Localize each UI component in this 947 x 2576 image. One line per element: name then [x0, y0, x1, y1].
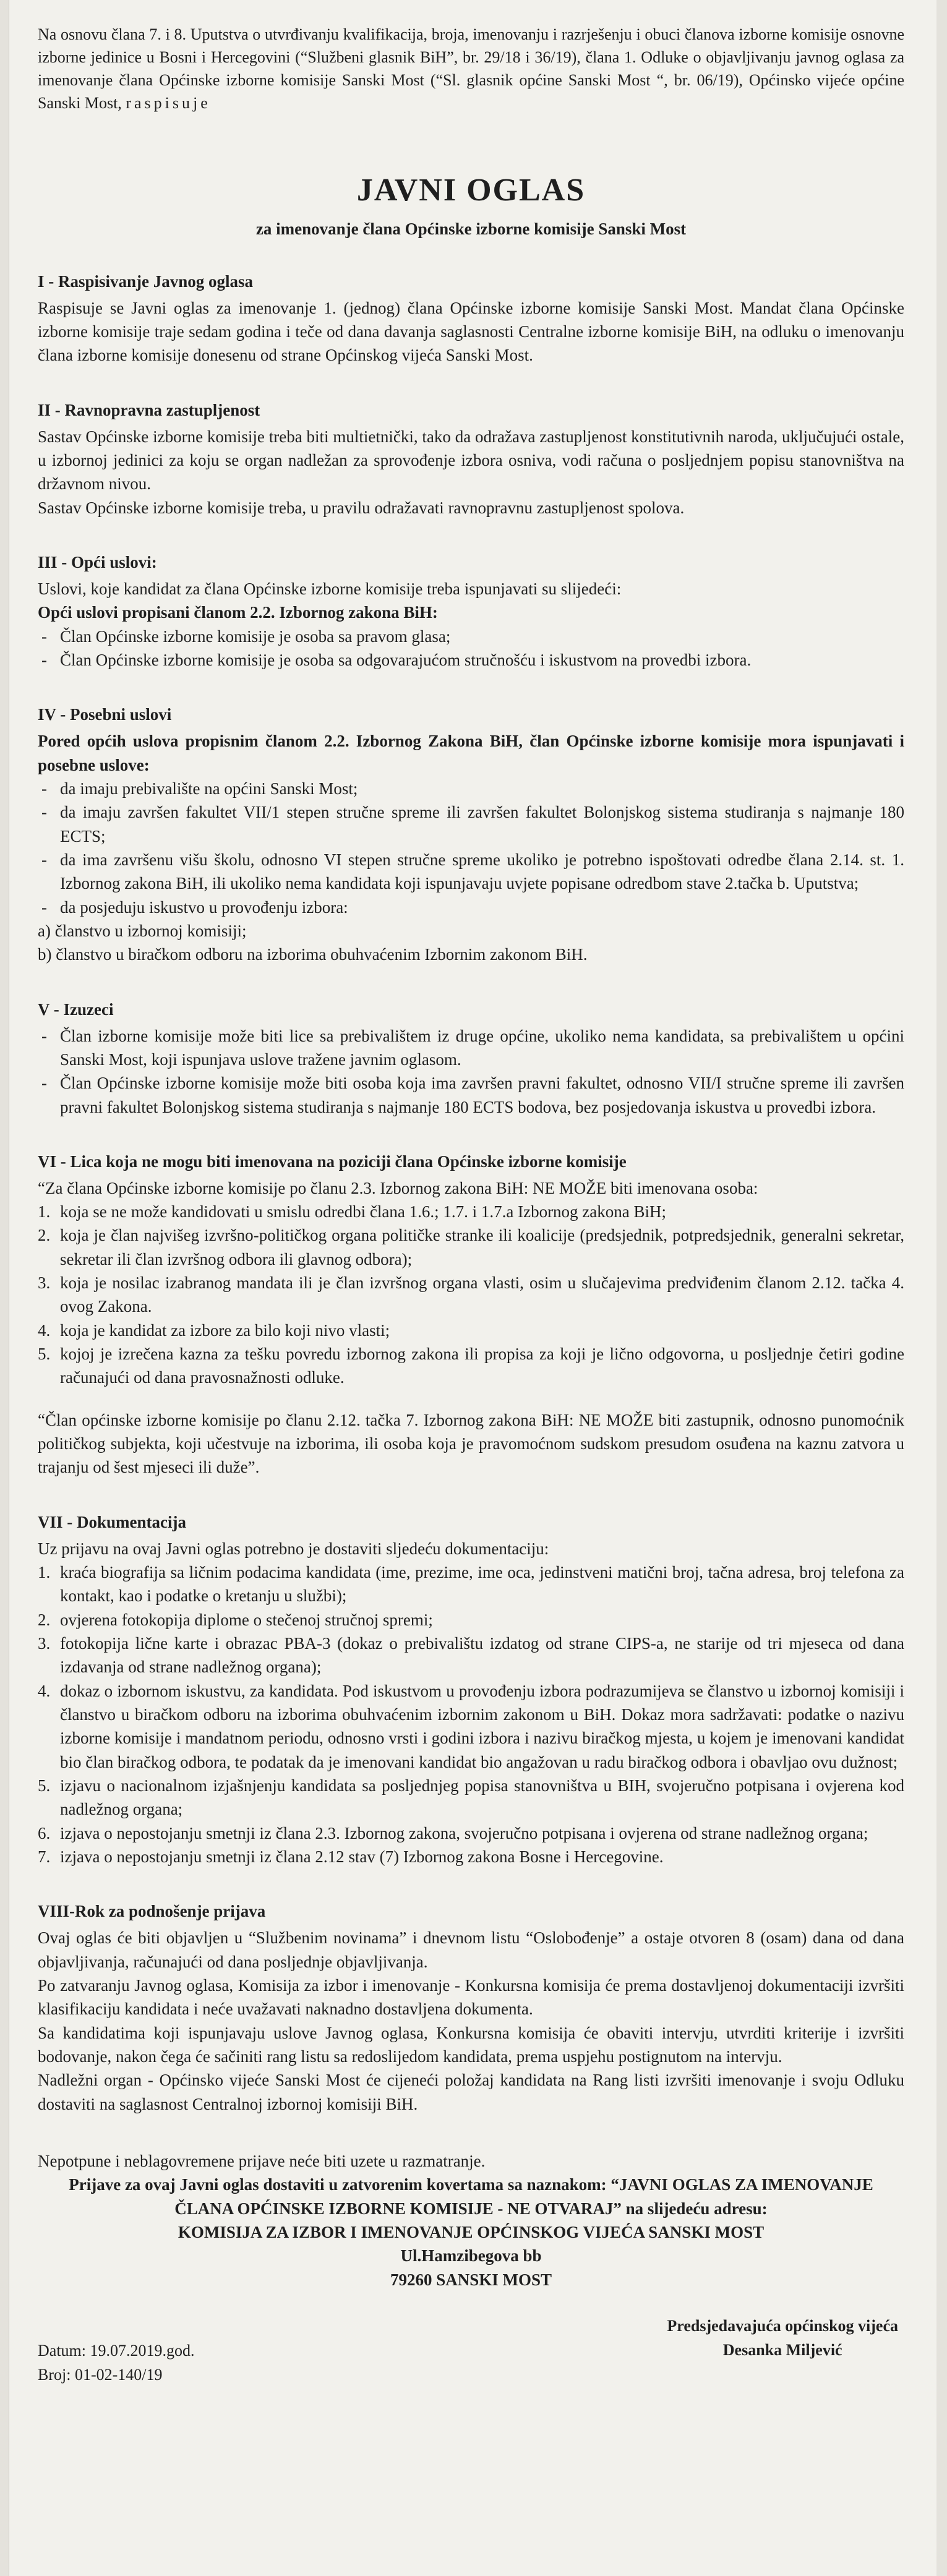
section-1 [38, 272, 904, 367]
section-4 [38, 705, 904, 966]
section-8-paragraph: Ovaj oglas će biti objavljen u “Službenim novinama” i dnevnom listu “Oslobođenje” a ostaje otvoren 8 (osam) dana od dana objavljivanja, računajući od dana posljednje objavljivanja. [38, 1928, 904, 1971]
address-street: Ul.Hamzibegova bb [400, 2246, 542, 2266]
section-6-intro: “Za člana Općinske izborne komisije po članu 2.3. Izbornog zakona BiH: NE MOŽE biti imenovana osoba: [38, 1178, 758, 1197]
list-item: a) članstvo u izbornoj komisiji; [38, 921, 247, 940]
signature-block [667, 2314, 898, 2362]
section-7-intro: Uz prijavu na ovaj Javni oglas potrebno je dostaviti sljedeću dokumentaciju: [38, 1539, 549, 1558]
list-item: 5. kojoj je izrečena kazna za tešku povredu izbornog zakona ili propisa za koji je lično odgovorna, u posljednje četiri godine računajući od dana pravosnažnosti odluke. [38, 1345, 904, 1387]
document-number: Broj: 01-02-140/19 [38, 2365, 163, 2384]
section-7-heading: VII - Dokumentacija [38, 1512, 186, 1531]
preamble-verb: raspisuje [126, 93, 211, 112]
section-2 [38, 401, 904, 520]
closing-note: Nepotpune i neblagovremene prijave neće biti uzete u razmatranje. [38, 2151, 486, 2170]
section-2-paragraph: Sastav Općinske izborne komisije treba, u pravilu odražavati ravnopravnu zastupljenost spolova. [38, 498, 685, 517]
signatory-name: Desanka Miljević [722, 2340, 842, 2359]
list-item: - Član izborne komisije može biti lice sa prebivalištem iz druge općine, ukoliko nema kandidata, sa prebivalištem u općini Sanski Most, koji ispunjava uslove tražene javnim oglasom. [38, 1024, 904, 1072]
list-item: 7. izjava o nepostojanju smetnji iz člana 2.12 stav (7) Izbornog zakona Bosne i Hercegovine. [38, 1847, 664, 1867]
page-title: JAVNI OGLAS [356, 172, 586, 208]
list-item: - da ima završenu višu školu, odnosno VI stepen stručne spreme ukoliko je potrebno ispoštovati odredbe člana 2.14. st. 1. Izbornog zakona BiH, ili ukoliko nema kandidata koji ispunjavaju uvjete popisane odredbom stave 2.tačka b. Uputstva; [38, 848, 904, 896]
closing-block [38, 2149, 904, 2291]
section-1-heading: I - Raspisivanje Javnog oglasa [38, 272, 254, 291]
section-8-paragraph: Po zatvaranju Javnog oglasa, Komisija za izbor i imenovanje - Konkursna komisija će prema dostavljenoj dokumentaciji izvršiti klasifikaciju kandidata i neće uvažavati naknadno dostavljena dokumenta. [38, 1976, 904, 2019]
list-item: - Član Općinske izborne komisije može biti osoba koja ima završen pravni fakultet, odnosno VII/I stručne spreme ili završen pravni fakultet Bolonjskog sistema studiranja s najmanje 180 ECTS bodova, bez posjedovanja iskustva u provedbi izbora. [38, 1071, 904, 1119]
list-item: - Član Općinske izborne komisije je osoba sa odgovarajućom stručnošću i iskustvom na provedbi izbora. [38, 648, 904, 672]
list-item: 3. koja je nosilac izabranog mandata ili je član izvršnog organa vlasti, osim u slučajevima predviđenim članom 2.12. tačka 4. ovog Zakona. [38, 1273, 904, 1316]
list-item: - da posjeduju iskustvo u provođenju izbora: [38, 896, 904, 919]
section-8-heading: VIII-Rok za podnošenje prijava [38, 1902, 266, 1921]
section-7 [38, 1513, 904, 1869]
section-8-paragraph: Nadležni organ - Općinsko vijeće Sanski Most će cijeneći položaj kandidata na Rang listi izvršiti imenovanje i svoju Odluku dostaviti na saglasnost Centralnoj izbornoj komisiji BiH. [38, 2071, 904, 2113]
list-item: - Član Općinske izborne komisije je osoba sa pravom glasa; [38, 625, 904, 648]
list-item: 5. izjavu o nacionalnom izjašnjenju kandidata sa posljednjeg popisa stanovništva u BIH, svojeručno potpisana i ovjerena kod nadležnog organa; [38, 1776, 904, 1819]
closing-instructions: Prijave za ovaj Javni oglas dostaviti u zatvorenim kovertama sa naznakom: “JAVNI OGLAS ZA IMENOVANJE ČLANA OPĆINSKE IZBORNE KOMISIJE - NE OTVARAJ” na slijedeću adresu: [69, 2175, 873, 2218]
list-item: b) članstvo u biračkom odboru na izborima obuhvaćenim Izbornim zakonom BiH. [38, 945, 588, 964]
list-item: 3. fotokopija lične karte i obrazac PBA-3 (dokaz o prebivalištu izdatog od strane CIPS-a, ne starije od tri mjeseca od dana izdavanja od strane nadležnog organa); [38, 1634, 904, 1677]
footer [38, 2314, 904, 2407]
section-1-text: Raspisuje se Javni oglas za imenovanje 1. (jednog) člana Općinske izborne komisije Sanski Most. Mandat člana Općinske izborne komisije traje sedam godina i teče od dana davanja saglasnosti Centralne izborne komisije BiH, na odluku o imenovanju člana izborne komisije donesenu od strane Općinskog vijeća Sanski Most. [38, 298, 904, 365]
preamble-text: Na osnovu člana 7. i 8. Uputstva o utvrđivanju kvalifikacija, broja, imenovanju i razrješenju i obuci članova izborne komisije osnovne izborne jedinice u Bosni i Hercegovini (“Službeni glasnik BiH”, br. 29/18 i 36/19), člana 1. Odluke o objavljivanju javnog oglasa za imenovanje člana Općinske izborne komisije Sanski Most (“Sl. glasnik općine Sanski Most “, br. 06/19), Općinsko vijeće općine Sanski Most, [38, 25, 904, 112]
preamble [38, 24, 904, 115]
section-3 [38, 553, 904, 672]
commission-name: KOMISIJA ZA IZBOR I IMENOVANJE OPĆINSKOG VIJEĆA SANSKI MOST [178, 2222, 765, 2241]
section-3-heading: III - Opći uslovi: [38, 552, 157, 571]
section-3-subheading: Opći uslovi propisani članom 2.2. Izbornog zakona BiH: [38, 603, 438, 622]
signatory-title: Predsjedavajuća općinskog vijeća [667, 2316, 898, 2335]
list-item: 6. izjava o nepostojanju smetnji iz člana 2.3. Izbornog zakona, svojeručno potpisana i ovjerena od strane nadležnog organa; [38, 1823, 868, 1842]
list-item: 2. ovjerena fotokopija diplome o stečenoj stručnoj spremi; [38, 1610, 433, 1629]
section-8 [38, 1902, 904, 2116]
section-5-heading: V - Izuzeci [38, 999, 114, 1019]
address-city: 79260 SANSKI MOST [390, 2270, 552, 2289]
list-item: 2. koja je član najvišeg izvršno-političkog organa političke stranke ili koalicije (predsjednik, potpredsjednik, generalni sekretar, sekretar ili član izvršnog odbora ili glavnog odbora); [38, 1226, 904, 1269]
list-item: 4. dokaz o izbornom iskustvu, za kandidata. Pod iskustvom u provođenju izbora podrazumijeva se članstvo u izbornoj komisiji i članstvo u biračkom odboru na izborima obuhvaćenim izbornim zakonom u BiH. Dokaz mora sadržavati: podatke o nazivu izborne komisije i mandatnom periodu, odnosno vrsti i godini izbora i nazivu biračkog mjesta, u kojem je imenovani kandidat bio član biračkog odbora, te podatak da je imenovani kandidat bio angažovan u radu biračkog odbora i obavljao ovu dužnost; [38, 1681, 904, 1771]
section-2-paragraph: Sastav Općinske izborne komisije treba biti multietnički, tako da odražava zastupljenost konstitutivnih naroda, uključujući ostale, u izbornoj jedinici za koju se organ nadležan za sprovođenje izbora osniva, vodi računa o posljednjem popisu stanovništva na državnom nivou. [38, 427, 904, 494]
section-3-intro: Uslovi, koje kandidat za člana Općinske izborne komisije treba ispunjavati su slijedeći: [38, 579, 622, 598]
section-6 [38, 1152, 904, 1479]
list-item: 1. kraća biografija sa ličnim podacima kandidata (ime, prezime, ime oca, jedinstveni matični broj, tačna adresa, broj telefona za kontakt, kao i podatke o kretanju u službi); [38, 1563, 904, 1606]
document-date: Datum: 19.07.2019.god. [38, 2341, 195, 2360]
page-subtitle: za imenovanje člana Općinske izborne komisije Sanski Most [255, 219, 687, 238]
section-8-paragraph: Sa kandidatima koji ispunjavaju uslove Javnog oglasa, Konkursna komisija će obaviti intervju, utvrditi kriterije i izvršiti bodovanje, nakon čega će sačiniti rang listu sa redoslijedom kandidata, prema uspjehu postignutom na intervju. [38, 2023, 904, 2066]
list-item: 1. koja se ne može kandidovati u smislu odredbi člana 1.6.; 1.7. i 1.7.a Izbornog zakona BiH; [38, 1202, 667, 1222]
list-item: - da imaju završen fakultet VII/1 stepen stručne spreme ili završen fakultet Bolonjskog sistema studiranja s najmanje 180 ECTS; [38, 800, 904, 848]
section-6-heading: VI - Lica koja ne mogu biti imenovana na poziciji člana Općinske izborne komisije [38, 1152, 627, 1171]
document-meta [38, 2339, 195, 2387]
section-6-quote: “Član općinske izborne komisije po članu 2.12. tačka 7. Izbornog zakona BiH: NE MOŽE biti zastupnik, odnosno punomoćnik političkog subjekta, koji učestvuje na izborima, ili osoba koja je pravomoćnom sudskom presudom osuđena na kaznu zatvora u trajanju od šest mjeseci ili duže”. [38, 1410, 904, 1477]
list-item: - da imaju prebivalište na općini Sanski Most; [38, 777, 904, 800]
list-item: 4. koja je kandidat za izbore za bilo koji nivo vlasti; [38, 1320, 390, 1340]
section-2-heading: II - Ravnopravna zastupljenost [38, 400, 260, 419]
section-4-heading: IV - Posebni uslovi [38, 705, 172, 724]
section-5 [38, 1000, 904, 1119]
document-page [9, 0, 936, 2576]
section-4-intro: Pored općih uslova propisnim članom 2.2. Izbornog Zakona BiH, član Općinske izborne komisije mora ispunjavati i posebne uslove: [38, 732, 904, 774]
